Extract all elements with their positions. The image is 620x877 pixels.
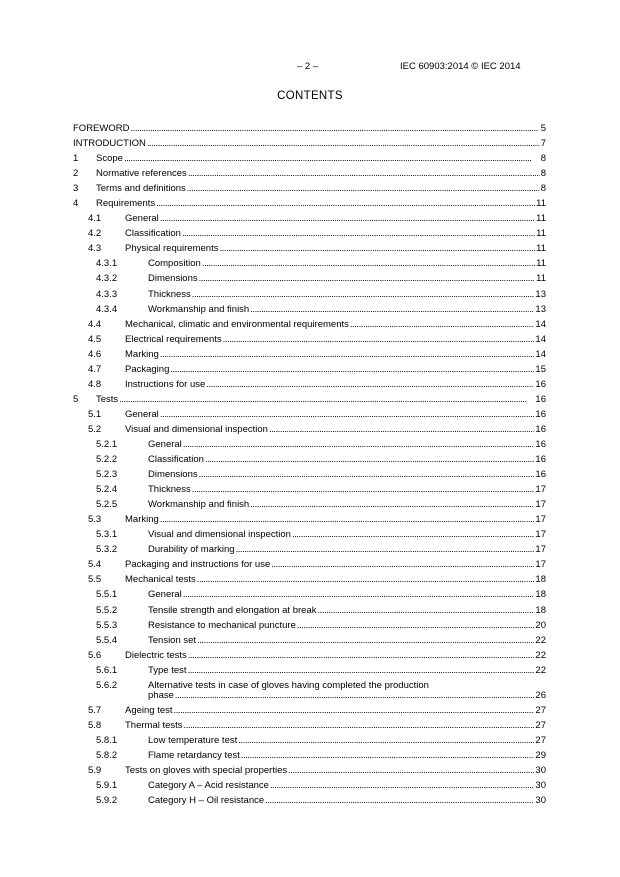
toc-entry-page: 17 <box>535 499 546 511</box>
toc-entry-title: Thickness <box>148 288 191 300</box>
toc-entry-page: 30 <box>535 795 546 807</box>
toc-entry[interactable] <box>73 678 546 703</box>
toc-entry-page: 29 <box>535 749 546 761</box>
toc-entry-title: Resistance to mechanical puncture <box>148 619 296 631</box>
toc-entry[interactable] <box>73 452 546 467</box>
toc-entry-title: Low temperature test <box>148 734 238 746</box>
toc-entry-title: Type test <box>148 664 187 676</box>
toc-entry-title: General <box>148 589 182 601</box>
toc-entry[interactable] <box>73 121 546 136</box>
leader-dots <box>160 512 535 527</box>
toc-entry-number: 4.7 <box>88 363 102 375</box>
leader-dots <box>188 166 540 181</box>
leader-dots <box>238 733 534 748</box>
toc-entry-title: Marking <box>125 514 159 526</box>
toc-entry-title: Workmanship and finish <box>148 303 250 315</box>
leader-dots <box>170 362 534 377</box>
leader-dots <box>297 618 535 633</box>
toc-entry[interactable] <box>73 793 546 808</box>
toc-entry-number: 4.2 <box>88 228 102 240</box>
leader-dots <box>147 136 540 151</box>
toc-entry[interactable] <box>73 377 546 392</box>
leader-dots <box>265 793 534 808</box>
toc-entry-title: Packaging <box>125 363 170 375</box>
toc-entry[interactable] <box>73 241 546 256</box>
toc-entry-title-continued: phase <box>148 689 174 701</box>
toc-entry-number: 5.5 <box>88 574 102 586</box>
toc-entry-page: 11 <box>536 228 546 240</box>
toc-entry-page: 27 <box>535 719 546 731</box>
toc-entry[interactable] <box>73 166 546 181</box>
leader-dots <box>197 572 535 587</box>
toc-entry-title: Thermal tests <box>125 719 183 731</box>
leader-dots <box>269 422 534 437</box>
toc-entry-title: General <box>125 408 159 420</box>
toc-entry-title: Classification <box>148 454 204 466</box>
leader-dots <box>223 332 535 347</box>
toc-entry-page: 22 <box>535 634 546 646</box>
table-of-contents <box>73 121 546 808</box>
toc-entry-title: Tensile strength and elongation at break <box>148 604 317 616</box>
leader-dots <box>199 467 535 482</box>
leader-dots <box>188 648 535 663</box>
toc-entry-number: 5.2.5 <box>96 499 118 511</box>
toc-entry-number: 4.6 <box>88 348 102 360</box>
leader-dots <box>192 482 535 497</box>
toc-entry[interactable] <box>73 181 546 196</box>
toc-entry-title: Tests on gloves with special properties <box>125 764 288 776</box>
toc-entry-number: 4.3.1 <box>96 258 118 270</box>
leader-dots <box>236 542 535 557</box>
toc-entry-title: Mechanical tests <box>125 574 196 586</box>
toc-entry-page: 20 <box>535 619 546 631</box>
toc-entry-number: 5.8 <box>88 719 102 731</box>
toc-entry-page: 17 <box>535 544 546 556</box>
toc-entry-title: Physical requirements <box>125 243 219 255</box>
contents-title: CONTENTS <box>277 90 343 102</box>
toc-entry-page: 26 <box>535 689 546 701</box>
leader-dots <box>206 377 534 392</box>
toc-entry-title: Terms and definitions <box>96 183 186 195</box>
leader-dots <box>182 226 535 241</box>
toc-entry-number: 5.2 <box>88 423 102 435</box>
toc-entry-number: 4.8 <box>88 378 102 390</box>
toc-entry-page: 13 <box>535 288 546 300</box>
toc-entry-number: 5.2.1 <box>96 438 118 450</box>
leader-dots <box>156 196 535 211</box>
toc-entry-page: 16 <box>535 438 546 450</box>
toc-entry-title: Dimensions <box>148 469 198 481</box>
toc-entry-title: Scope <box>96 153 123 165</box>
toc-entry-number: 5.9.1 <box>96 779 118 791</box>
toc-entry[interactable] <box>73 287 546 302</box>
toc-entry-page: 11 <box>536 273 546 285</box>
toc-entry-page: 16 <box>535 378 546 390</box>
leader-dots <box>202 256 535 271</box>
toc-entry[interactable] <box>73 778 546 793</box>
toc-entry-page: 7 <box>540 138 546 150</box>
toc-entry-number: 5.2.3 <box>96 469 118 481</box>
toc-entry-title: Dimensions <box>148 273 198 285</box>
toc-entry[interactable] <box>73 703 546 718</box>
toc-entry-number: 5.8.1 <box>96 734 118 746</box>
toc-entry-page: 27 <box>535 704 546 716</box>
toc-entry[interactable] <box>73 407 546 422</box>
toc-entry-number: 4 <box>73 198 79 210</box>
leader-dots <box>183 587 535 602</box>
leader-dots <box>197 633 534 648</box>
toc-entry-title: Flame retardancy test <box>148 749 240 761</box>
toc-entry-page: 8 <box>540 183 546 195</box>
leader-dots <box>124 151 540 166</box>
toc-entry-number: 1 <box>73 153 79 165</box>
toc-entry[interactable] <box>73 733 546 748</box>
toc-entry[interactable] <box>73 136 546 151</box>
toc-entry[interactable] <box>73 542 546 557</box>
toc-entry-page: 13 <box>535 303 546 315</box>
toc-entry[interactable] <box>73 587 546 602</box>
toc-entry[interactable] <box>73 633 546 648</box>
leader-dots <box>219 241 535 256</box>
toc-entry-title: Tension set <box>148 634 197 646</box>
toc-entry-title: Requirements <box>96 198 156 210</box>
toc-entry-number: 4.4 <box>88 318 102 330</box>
toc-entry-title: Alternative tests in case of gloves having completed the production <box>148 679 429 691</box>
toc-entry-title: Thickness <box>148 484 191 496</box>
toc-entry-page: 11 <box>536 213 546 225</box>
toc-entry-page: 14 <box>535 318 546 330</box>
toc-entry-number: 5.6.1 <box>96 664 118 676</box>
toc-entry-number: 5.2.4 <box>96 484 118 496</box>
toc-entry-number: 5.5.1 <box>96 589 118 601</box>
toc-entry-title: Visual and dimensional inspection <box>125 423 268 435</box>
toc-entry-title: Visual and dimensional inspection <box>148 529 291 541</box>
toc-entry[interactable] <box>73 347 546 362</box>
toc-entry-number: 5.5.3 <box>96 619 118 631</box>
toc-entry[interactable] <box>73 748 546 763</box>
toc-entry-title: Instructions for use <box>125 378 206 390</box>
toc-entry-number: 5.6 <box>88 649 102 661</box>
toc-entry-page: 16 <box>535 408 546 420</box>
leader-dots <box>160 407 535 422</box>
toc-entry-page: 17 <box>535 529 546 541</box>
toc-entry[interactable] <box>73 467 546 482</box>
toc-entry-title: INTRODUCTION <box>73 138 146 150</box>
leader-dots <box>187 181 540 196</box>
toc-entry-number: 5.4 <box>88 559 102 571</box>
toc-entry-page: 11 <box>536 243 546 255</box>
toc-entry[interactable] <box>73 362 546 377</box>
toc-entry-number: 5.5.2 <box>96 604 118 616</box>
toc-entry-page: 18 <box>535 574 546 586</box>
toc-entry[interactable] <box>73 572 546 587</box>
toc-entry-page: 8 <box>540 168 546 180</box>
toc-entry-title: Tests <box>96 393 119 405</box>
toc-entry-page: 14 <box>535 333 546 345</box>
leader-dots <box>188 663 535 678</box>
leader-dots <box>250 497 534 512</box>
toc-entry-page: 16 <box>535 454 546 466</box>
toc-entry-page: 11 <box>536 258 546 270</box>
toc-entry-page: 27 <box>535 734 546 746</box>
toc-entry[interactable] <box>73 648 546 663</box>
toc-entry-page: 22 <box>535 664 546 676</box>
leader-dots <box>199 271 535 286</box>
toc-entry-page: 14 <box>535 348 546 360</box>
leader-dots <box>192 287 535 302</box>
toc-entry-page: 22 <box>535 649 546 661</box>
toc-entry[interactable] <box>73 332 546 347</box>
toc-entry[interactable] <box>73 497 546 512</box>
toc-entry[interactable] <box>73 527 546 542</box>
toc-entry[interactable] <box>73 392 546 407</box>
toc-entry[interactable] <box>73 763 546 778</box>
toc-entry-page: 5 <box>540 123 546 134</box>
page-number: – 2 – <box>297 61 319 72</box>
toc-entry-number: 3 <box>73 183 79 195</box>
toc-entry-title: Workmanship and finish <box>148 499 250 511</box>
toc-entry-title: Ageing test <box>125 704 173 716</box>
toc-entry-title: General <box>125 213 159 225</box>
toc-entry[interactable] <box>73 512 546 527</box>
toc-entry-page: 18 <box>535 604 546 616</box>
toc-entry-title: Durability of marking <box>148 544 235 556</box>
toc-entry-page: 16 <box>535 423 546 435</box>
toc-entry[interactable] <box>73 718 546 733</box>
leader-dots <box>270 778 534 793</box>
toc-entry-page: 18 <box>535 589 546 601</box>
toc-entry-title: General <box>148 438 182 450</box>
toc-entry-number: 4.3 <box>88 243 102 255</box>
toc-entry-number: 5.9.2 <box>96 795 118 807</box>
leader-dots <box>292 527 534 542</box>
leader-dots <box>271 557 534 572</box>
toc-entry-number: 5.3 <box>88 514 102 526</box>
toc-entry-title: Mechanical, climatic and environmental requirements <box>125 318 349 330</box>
leader-dots <box>350 317 535 332</box>
toc-entry[interactable] <box>73 271 546 286</box>
document-id: IEC 60903:2014 © IEC 2014 <box>400 61 521 72</box>
toc-entry-page: 17 <box>535 514 546 526</box>
toc-entry-page: 8 <box>540 153 546 165</box>
toc-entry[interactable] <box>73 196 546 211</box>
toc-entry[interactable] <box>73 437 546 452</box>
toc-entry-number: 5 <box>73 393 79 405</box>
toc-entry-number: 4.3.3 <box>96 288 118 300</box>
leader-dots <box>130 121 539 136</box>
toc-entry-number: 5.9 <box>88 764 102 776</box>
toc-entry[interactable] <box>73 256 546 271</box>
toc-entry[interactable] <box>73 557 546 572</box>
leader-dots <box>175 688 535 703</box>
toc-entry-number: 5.3.1 <box>96 529 118 541</box>
toc-entry-number: 4.5 <box>88 333 102 345</box>
toc-entry-title: Classification <box>125 228 181 240</box>
toc-entry-title: FOREWORD <box>73 123 130 134</box>
toc-entry[interactable] <box>73 211 546 226</box>
leader-dots <box>174 703 535 718</box>
toc-entry-title: Dielectric tests <box>125 649 187 661</box>
toc-entry-page: 17 <box>535 559 546 571</box>
leader-dots <box>183 437 535 452</box>
toc-entry[interactable] <box>73 226 546 241</box>
leader-dots <box>160 347 535 362</box>
toc-entry[interactable] <box>73 482 546 497</box>
leader-dots <box>241 748 535 763</box>
toc-entry[interactable] <box>73 603 546 618</box>
toc-entry-number: 2 <box>73 168 79 180</box>
toc-entry[interactable] <box>73 663 546 678</box>
toc-entry-number: 5.5.4 <box>96 634 118 646</box>
toc-entry-page: 16 <box>535 393 546 405</box>
toc-entry-number: 4.1 <box>88 213 102 225</box>
toc-entry[interactable] <box>73 422 546 437</box>
toc-entry-page: 17 <box>535 484 546 496</box>
toc-entry-number: 5.2.2 <box>96 454 118 466</box>
toc-entry[interactable] <box>73 151 546 166</box>
leader-dots <box>205 452 534 467</box>
toc-entry-page: 30 <box>535 779 546 791</box>
leader-dots <box>250 302 534 317</box>
toc-entry-number: 5.7 <box>88 704 102 716</box>
toc-entry-title: Packaging and instructions for use <box>125 559 271 571</box>
toc-entry-number: 5.8.2 <box>96 749 118 761</box>
toc-entry-number: 5.6.2 <box>96 679 118 691</box>
toc-entry-page: 30 <box>535 764 546 776</box>
toc-entry-page: 15 <box>535 363 546 375</box>
toc-entry-number: 4.3.2 <box>96 273 118 285</box>
toc-entry-title: Category H – Oil resistance <box>148 795 265 807</box>
leader-dots <box>119 392 534 407</box>
toc-entry-title: Composition <box>148 258 201 270</box>
toc-entry-title: Electrical requirements <box>125 333 222 345</box>
toc-entry-number: 5.3.2 <box>96 544 118 556</box>
toc-entry[interactable] <box>73 317 546 332</box>
leader-dots <box>317 603 534 618</box>
toc-entry-page: 16 <box>535 469 546 481</box>
toc-entry-page: 11 <box>536 198 546 210</box>
toc-entry[interactable] <box>73 618 546 633</box>
leader-dots <box>160 211 535 226</box>
leader-dots <box>288 763 534 778</box>
toc-entry[interactable] <box>73 302 546 317</box>
toc-entry-title: Marking <box>125 348 159 360</box>
toc-entry-title: Category A – Acid resistance <box>148 779 269 791</box>
toc-entry-title: Normative references <box>96 168 187 180</box>
leader-dots <box>184 718 535 733</box>
toc-entry-number: 5.1 <box>88 408 102 420</box>
toc-entry-number: 4.3.4 <box>96 303 118 315</box>
